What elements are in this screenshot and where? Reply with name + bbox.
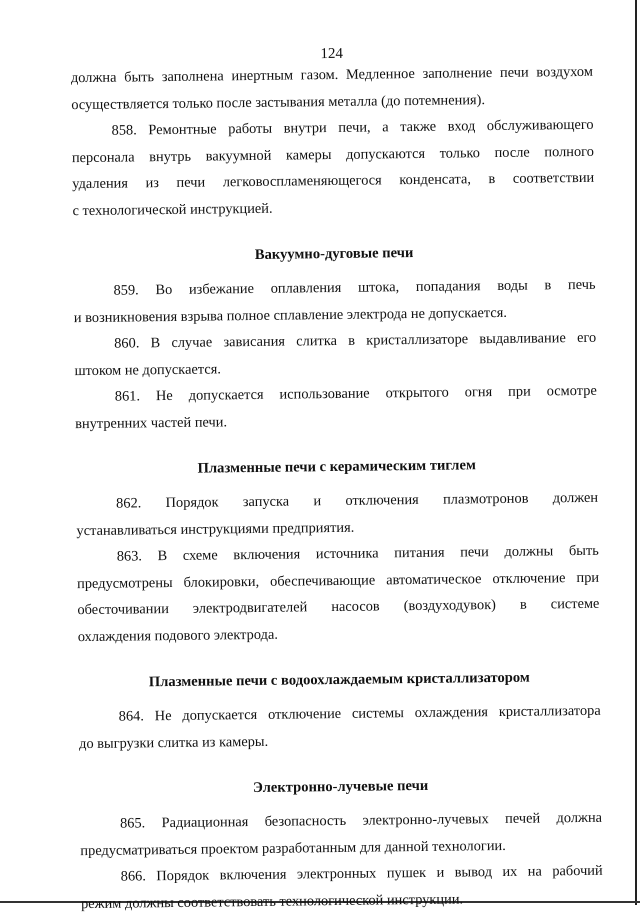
text-line: внутренних частей печи. xyxy=(75,413,228,432)
section-heading: Плазменные печи с водоохлаждаемым кристаллизатором xyxy=(148,669,530,691)
text-line: 863. В схеме включения источника питания печи должны быть xyxy=(116,542,599,565)
paragraph xyxy=(73,272,596,331)
scan-edge-right xyxy=(635,0,637,905)
text-line: 864. Не допускается отключение системы охлаждения кристаллизатора xyxy=(118,702,601,725)
paragraph xyxy=(80,805,603,864)
document-page xyxy=(70,0,603,912)
text-line: устанавливаться инструкциями предприятия. xyxy=(76,519,355,539)
page-number: 124 xyxy=(320,45,344,63)
document-body xyxy=(71,59,603,917)
paragraph xyxy=(75,378,598,437)
text-line: 866. Порядок включения электронных пушек и вывод их на рабочий xyxy=(120,862,603,885)
text-line: 861. Не допускается использование открытого огня при осмотре xyxy=(114,382,597,405)
paragraph xyxy=(81,858,604,917)
text-line: 865. Радиационная безопасность электронно-лучевых печей должна xyxy=(119,809,603,832)
text-line: предусматриваться проектом разработанным для данной технологии. xyxy=(80,837,506,859)
text-line: штоком не допускается. xyxy=(74,360,221,379)
paragraph xyxy=(71,112,594,224)
text-line: 860. В случае зависания слитка в кристаллизаторе выдавливание его xyxy=(114,329,597,352)
text-line: режим должны соответствовать технологической инструкции. xyxy=(80,890,464,912)
text-line: удаления из печи легковоспламеняющегося конденсата, в соответствии xyxy=(72,169,595,193)
text-line: 858. Ремонтные работы внутри печи, а также вход обслуживающего xyxy=(111,116,594,139)
text-line: до выгрузки слитка из камеры. xyxy=(78,733,269,752)
text-line: с технологической инструкцией. xyxy=(72,200,273,219)
text-line: обесточивании электродвигателей насосов (воздуходувок) в системе xyxy=(77,595,600,619)
text-line: должна быть заполнена инертным газом. Медленное заполнение печи воздухом xyxy=(70,63,593,87)
text-line: персонала внутрь вакуумной камеры допускаются только после полного xyxy=(71,143,594,166)
text-line: осуществляется только после застывания металла (до потемнения). xyxy=(71,91,486,113)
paragraph xyxy=(79,698,602,757)
paragraph xyxy=(74,325,597,384)
paragraph xyxy=(77,538,600,650)
paragraph xyxy=(76,485,599,544)
paragraph-continuation xyxy=(71,59,594,118)
text-line: предусмотрены блокировки, обеспечивающие автоматическое отключение при xyxy=(77,569,600,592)
section-heading: Плазменные печи с керамическим тиглем xyxy=(197,457,476,477)
section-heading: Электронно-лучевые печи xyxy=(252,777,429,797)
text-line: и возникновения взрыва полное сплавление электрода не допускается. xyxy=(73,304,508,326)
section-heading: Вакуумно-дуговые печи xyxy=(254,245,414,263)
text-line: охлаждения подового электрода. xyxy=(77,626,278,645)
text-line: 862. Порядок запуска и отключения плазмотронов должен xyxy=(116,489,599,512)
text-line: 859. Во избежание оплавления штока, попадания воды в печь xyxy=(113,276,596,299)
